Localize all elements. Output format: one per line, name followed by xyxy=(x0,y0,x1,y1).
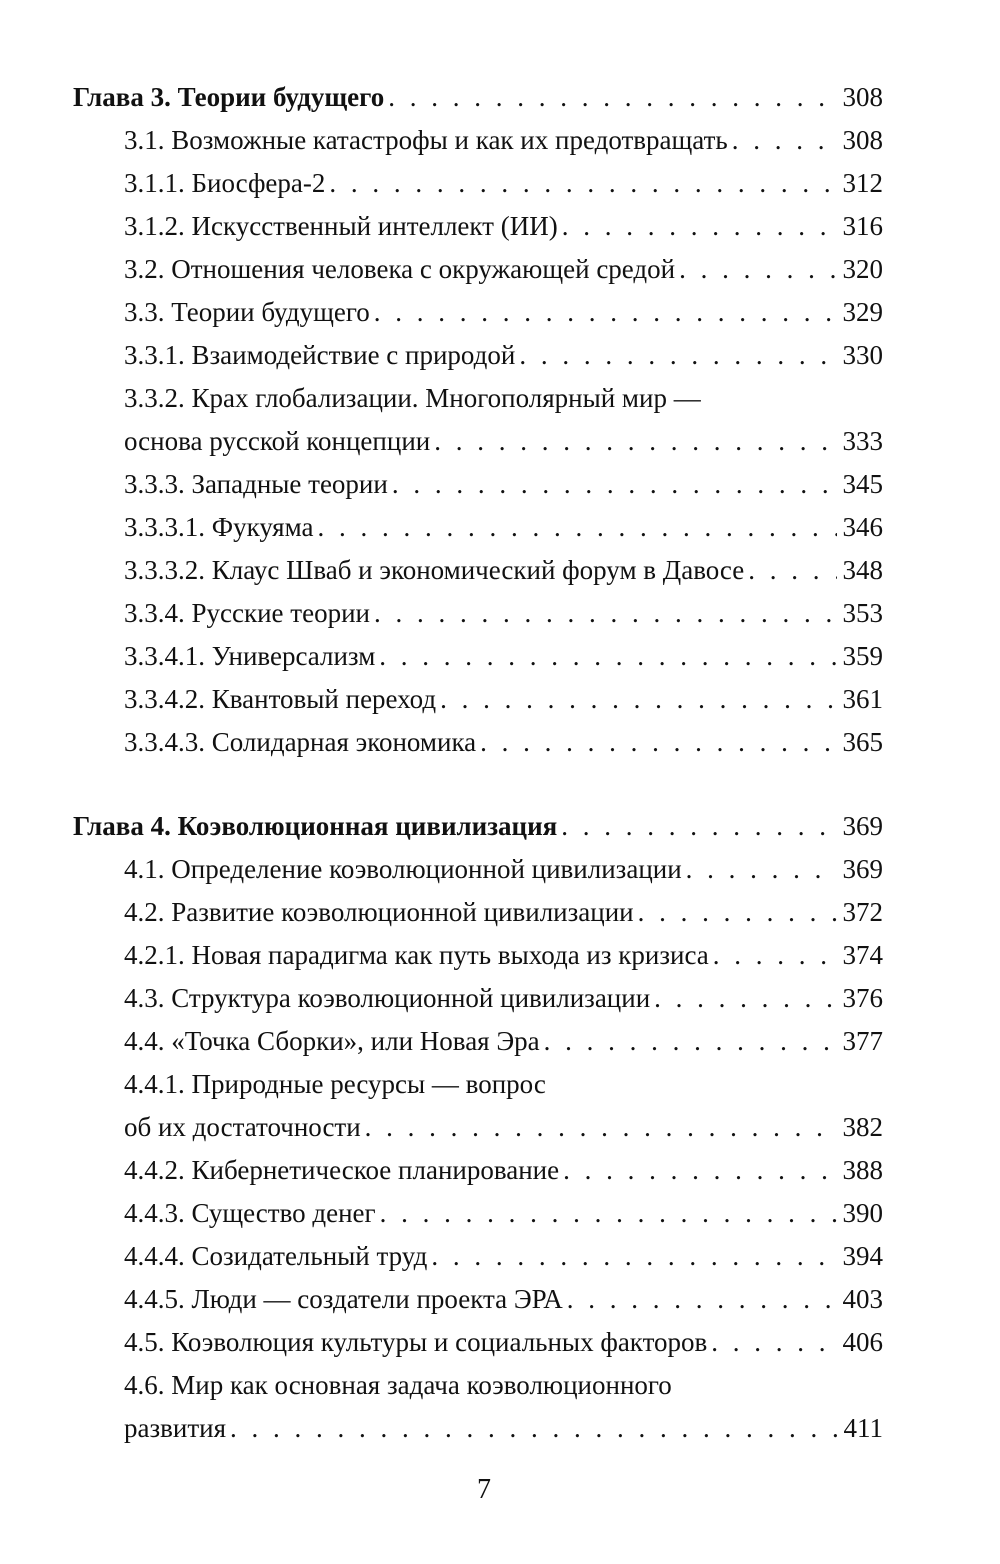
toc-entry[interactable] xyxy=(124,249,883,289)
toc-entry[interactable] xyxy=(124,292,883,332)
dot-leader xyxy=(562,206,837,246)
page-ref: 346 xyxy=(842,512,883,542)
chapter-title: Глава 3. Теории будущего xyxy=(73,82,385,112)
toc-entry[interactable] xyxy=(124,1322,883,1362)
page-ref: 365 xyxy=(842,727,883,757)
entry-title: 3.3.3. Западные теории xyxy=(124,469,388,499)
page-ref: 382 xyxy=(842,1112,883,1142)
entry-title-line1[interactable]: 4.4.1. Природные ресурсы — вопрос xyxy=(124,1069,546,1099)
entry-title: 3.3.4. Русские теории xyxy=(124,598,370,628)
entry-title: 3.3.1. Взаимодействие с природой xyxy=(124,340,516,370)
entry-title-line1[interactable]: 3.3.2. Крах глобализации. Многополярный мир — xyxy=(124,383,701,413)
toc-entry[interactable] xyxy=(124,206,883,246)
entry-title: 4.1. Определение коэволюционной цивилизации xyxy=(124,854,682,884)
dot-leader xyxy=(365,1107,837,1147)
entry-title: 3.1.1. Биосфера-2 xyxy=(124,168,326,198)
dot-leader xyxy=(379,636,836,676)
dot-leader xyxy=(434,421,836,461)
entry-title: 3.1. Возможные катастрофы и как их предотвращать xyxy=(124,125,728,155)
page-ref: 308 xyxy=(842,82,883,112)
page-ref: 374 xyxy=(842,940,883,970)
toc-entry[interactable] xyxy=(124,1107,883,1147)
page-ref: 329 xyxy=(842,297,883,327)
toc-chapter-4[interactable] xyxy=(73,806,883,846)
page-ref: 320 xyxy=(842,254,883,284)
entry-title-line2: развития xyxy=(124,1413,227,1443)
toc-entry[interactable] xyxy=(124,464,883,504)
toc-chapter-3[interactable] xyxy=(73,77,883,117)
page-ref: 406 xyxy=(842,1327,883,1357)
page-ref: 316 xyxy=(842,211,883,241)
page-ref: 390 xyxy=(842,1198,883,1228)
toc-entry[interactable] xyxy=(124,421,883,461)
toc-entry[interactable] xyxy=(124,849,883,889)
page-ref: 333 xyxy=(842,426,883,456)
toc-entry[interactable] xyxy=(124,120,883,160)
dot-leader xyxy=(567,1279,837,1319)
dot-leader xyxy=(230,1408,837,1448)
entry-title-line1[interactable]: 4.6. Мир как основная задача коэволюционного xyxy=(124,1370,672,1400)
dot-leader xyxy=(638,892,837,932)
toc-entry[interactable] xyxy=(124,1408,883,1448)
dot-leader xyxy=(392,464,837,504)
page-number: 7 xyxy=(477,1474,491,1505)
dot-leader xyxy=(317,507,836,547)
dot-leader xyxy=(519,335,836,375)
page-ref: 312 xyxy=(842,168,883,198)
dot-leader xyxy=(748,550,836,590)
toc-entry[interactable] xyxy=(124,978,883,1018)
entry-title: 3.3.3.2. Клаус Шваб и экономический форум в Давосе xyxy=(124,555,745,585)
page-ref: 376 xyxy=(842,983,883,1013)
toc-entry[interactable] xyxy=(124,1150,883,1190)
entry-title: 4.3. Структура коэволюционной цивилизации xyxy=(124,983,651,1013)
page-ref: 388 xyxy=(842,1155,883,1185)
toc-entry[interactable] xyxy=(124,335,883,375)
dot-leader xyxy=(374,292,837,332)
entry-title: 4.5. Коэволюция культуры и социальных факторов xyxy=(124,1327,708,1357)
entry-title: 3.1.2. Искусственный интеллект (ИИ) xyxy=(124,211,558,241)
toc-entry[interactable] xyxy=(124,507,883,547)
entry-title: 3.3. Теории будущего xyxy=(124,297,370,327)
entry-title: 3.3.4.1. Универсализм xyxy=(124,641,376,671)
entry-title: 4.4.4. Созидательный труд xyxy=(124,1241,428,1271)
page-ref: 330 xyxy=(842,340,883,370)
entry-title: 4.2. Развитие коэволюционной цивилизации xyxy=(124,897,634,927)
toc-entry[interactable] xyxy=(124,722,883,762)
toc-entry[interactable] xyxy=(124,593,883,633)
page-ref: 403 xyxy=(842,1284,883,1314)
dot-leader xyxy=(374,593,837,633)
entry-title-line2: об их достаточности xyxy=(124,1112,361,1142)
entry-title: 4.2.1. Новая парадигма как путь выхода из кризиса xyxy=(124,940,709,970)
dot-leader xyxy=(711,1322,836,1362)
entry-title-line2: основа русской концепции xyxy=(124,426,431,456)
entry-title: 4.4. «Точка Сборки», или Новая Эра xyxy=(124,1026,540,1056)
dot-leader xyxy=(544,1021,837,1061)
dot-leader xyxy=(440,679,836,719)
page-ref: 359 xyxy=(842,641,883,671)
dot-leader xyxy=(480,722,836,762)
dot-leader xyxy=(732,120,837,160)
entry-title: 3.3.3.1. Фукуяма xyxy=(124,512,314,542)
toc-entry[interactable] xyxy=(124,892,883,932)
dot-leader xyxy=(713,935,837,975)
toc-entry[interactable] xyxy=(124,679,883,719)
toc-entry[interactable] xyxy=(124,550,883,590)
page-ref: 411 xyxy=(843,1413,883,1443)
chapter-title: Глава 4. Коэволюционная цивилизация xyxy=(73,811,558,841)
page-ref: 369 xyxy=(842,811,883,841)
dot-leader xyxy=(563,1150,836,1190)
dot-leader xyxy=(431,1236,836,1276)
toc-entry[interactable] xyxy=(124,1236,883,1276)
dot-leader xyxy=(654,978,836,1018)
dot-leader xyxy=(686,849,837,889)
dot-leader xyxy=(679,249,836,289)
page-ref: 345 xyxy=(842,469,883,499)
toc-entry[interactable] xyxy=(124,1193,883,1233)
toc-entry[interactable] xyxy=(124,1021,883,1061)
page-ref: 369 xyxy=(842,854,883,884)
page-ref: 308 xyxy=(842,125,883,155)
dot-leader xyxy=(380,1193,837,1233)
page-ref: 377 xyxy=(842,1026,883,1056)
toc-entry[interactable] xyxy=(124,1279,883,1319)
entry-title: 4.4.2. Кибернетическое планирование xyxy=(124,1155,560,1185)
dot-leader xyxy=(329,163,836,203)
entry-title: 4.4.5. Люди — создатели проекта ЭРА xyxy=(124,1284,563,1314)
toc-entry[interactable] xyxy=(124,636,883,676)
entry-title: 3.3.4.3. Солидарная экономика xyxy=(124,727,477,757)
dot-leader xyxy=(388,77,836,117)
entry-title: 3.3.4.2. Квантовый переход xyxy=(124,684,437,714)
page-ref: 372 xyxy=(842,897,883,927)
entry-title: 4.4.3. Существо денег xyxy=(124,1198,376,1228)
dot-leader xyxy=(561,806,836,846)
page-ref: 353 xyxy=(842,598,883,628)
entry-title: 3.2. Отношения человека с окружающей средой xyxy=(124,254,676,284)
page-ref: 394 xyxy=(842,1241,883,1271)
toc-entry[interactable] xyxy=(124,935,883,975)
toc-entry[interactable] xyxy=(124,163,883,203)
page-ref: 348 xyxy=(842,555,883,585)
page-ref: 361 xyxy=(842,684,883,714)
